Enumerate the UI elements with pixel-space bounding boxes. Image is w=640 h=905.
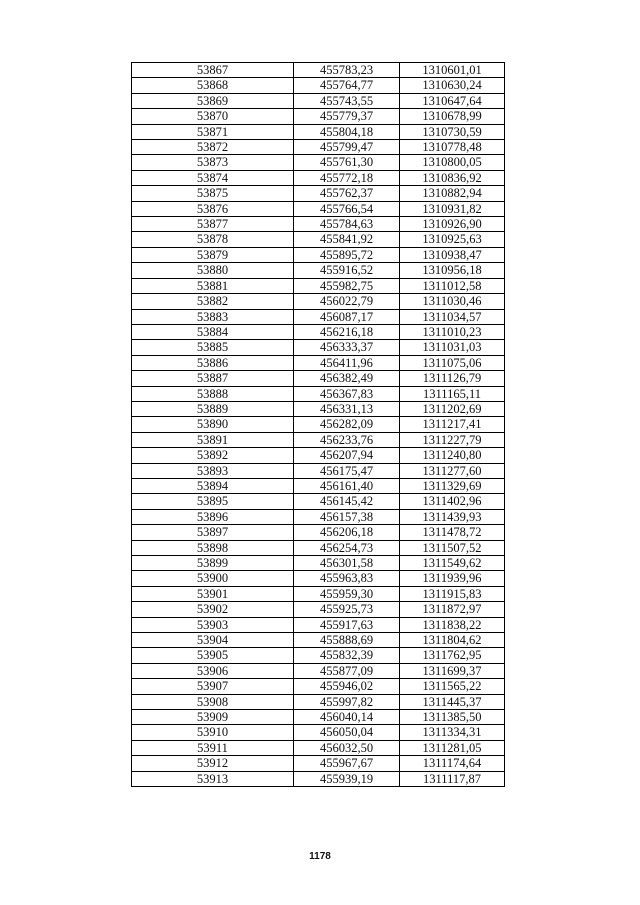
table-row [132,355,505,370]
table-row [132,586,505,601]
table-row [132,463,505,478]
x-coordinate-cell: 455779,37 [294,109,400,124]
point-number-cell: 53873 [132,155,294,170]
point-number-cell: 53892 [132,448,294,463]
table-row [132,371,505,386]
point-number-cell: 53880 [132,263,294,278]
x-coordinate-cell: 455832,39 [294,648,400,663]
table-row [132,478,505,493]
y-coordinate-cell: 1311174,64 [400,756,505,771]
table-row [132,340,505,355]
x-coordinate-cell: 455946,02 [294,679,400,694]
table-row [132,679,505,694]
point-number-cell: 53872 [132,140,294,155]
table-row [132,694,505,709]
y-coordinate-cell: 1311507,52 [400,540,505,555]
table-row [132,725,505,740]
x-coordinate-cell: 456145,42 [294,494,400,509]
y-coordinate-cell: 1310836,92 [400,170,505,185]
y-coordinate-cell: 1310882,94 [400,186,505,201]
y-coordinate-cell: 1311762,95 [400,648,505,663]
point-number-cell: 53904 [132,633,294,648]
y-coordinate-cell: 1311872,97 [400,602,505,617]
x-coordinate-cell: 455939,19 [294,771,400,786]
table-row [132,232,505,247]
y-coordinate-cell: 1310938,47 [400,247,505,262]
table-row [132,186,505,201]
x-coordinate-cell: 456207,94 [294,448,400,463]
table-row [132,140,505,155]
y-coordinate-cell: 1311075,06 [400,355,505,370]
point-number-cell: 53875 [132,186,294,201]
point-number-cell: 53901 [132,586,294,601]
x-coordinate-cell: 455959,30 [294,586,400,601]
point-number-cell: 53907 [132,679,294,694]
table-row [132,417,505,432]
table-row [132,710,505,725]
y-coordinate-cell: 1311838,22 [400,617,505,632]
point-number-cell: 53905 [132,648,294,663]
table-row [132,109,505,124]
point-number-cell: 53868 [132,78,294,93]
x-coordinate-cell: 456254,73 [294,540,400,555]
y-coordinate-cell: 1311030,46 [400,294,505,309]
table-row [132,448,505,463]
table-row [132,201,505,216]
y-coordinate-cell: 1310778,48 [400,140,505,155]
point-number-cell: 53902 [132,602,294,617]
table-row [132,93,505,108]
x-coordinate-cell: 455772,18 [294,170,400,185]
point-number-cell: 53910 [132,725,294,740]
x-coordinate-cell: 455764,77 [294,78,400,93]
x-coordinate-cell: 455784,63 [294,217,400,232]
y-coordinate-cell: 1310630,24 [400,78,505,93]
table-row [132,247,505,262]
y-coordinate-cell: 1310647,64 [400,93,505,108]
point-number-cell: 53886 [132,355,294,370]
x-coordinate-cell: 456331,13 [294,401,400,416]
y-coordinate-cell: 1310931,82 [400,201,505,216]
y-coordinate-cell: 1311439,93 [400,509,505,524]
table-row [132,740,505,755]
point-number-cell: 53878 [132,232,294,247]
x-coordinate-cell: 455783,23 [294,63,400,78]
table-row [132,124,505,139]
table-row [132,386,505,401]
y-coordinate-cell: 1311117,87 [400,771,505,786]
y-coordinate-cell: 1310926,90 [400,217,505,232]
table-row [132,771,505,786]
x-coordinate-cell: 455877,09 [294,663,400,678]
y-coordinate-cell: 1311034,57 [400,309,505,324]
point-number-cell: 53888 [132,386,294,401]
table-row [132,324,505,339]
x-coordinate-cell: 455799,47 [294,140,400,155]
table-row [132,263,505,278]
point-number-cell: 53897 [132,525,294,540]
point-number-cell: 53885 [132,340,294,355]
x-coordinate-cell: 455804,18 [294,124,400,139]
y-coordinate-cell: 1311478,72 [400,525,505,540]
point-number-cell: 53869 [132,93,294,108]
x-coordinate-cell: 456301,58 [294,556,400,571]
point-number-cell: 53871 [132,124,294,139]
x-coordinate-cell: 455967,67 [294,756,400,771]
x-coordinate-cell: 456087,17 [294,309,400,324]
point-number-cell: 53881 [132,278,294,293]
x-coordinate-cell: 456206,18 [294,525,400,540]
page-number: 1178 [309,851,331,862]
x-coordinate-cell: 456040,14 [294,710,400,725]
y-coordinate-cell: 1311126,79 [400,371,505,386]
x-coordinate-cell: 455925,73 [294,602,400,617]
y-coordinate-cell: 1311915,83 [400,586,505,601]
y-coordinate-cell: 1311012,58 [400,278,505,293]
table-row [132,170,505,185]
table-row [132,602,505,617]
y-coordinate-cell: 1311031,03 [400,340,505,355]
table-row [132,294,505,309]
point-number-cell: 53909 [132,710,294,725]
table-row [132,309,505,324]
coordinates-table [131,62,505,787]
y-coordinate-cell: 1311565,22 [400,679,505,694]
y-coordinate-cell: 1311699,37 [400,663,505,678]
x-coordinate-cell: 455916,52 [294,263,400,278]
point-number-cell: 53913 [132,771,294,786]
x-coordinate-cell: 456050,04 [294,725,400,740]
table-row [132,525,505,540]
y-coordinate-cell: 1311329,69 [400,478,505,493]
y-coordinate-cell: 1311402,96 [400,494,505,509]
table-row [132,556,505,571]
x-coordinate-cell: 456282,09 [294,417,400,432]
point-number-cell: 53882 [132,294,294,309]
y-coordinate-cell: 1311217,41 [400,417,505,432]
x-coordinate-cell: 456382,49 [294,371,400,386]
x-coordinate-cell: 456175,47 [294,463,400,478]
table-row [132,155,505,170]
point-number-cell: 53906 [132,663,294,678]
point-number-cell: 53876 [132,201,294,216]
point-number-cell: 53867 [132,63,294,78]
point-number-cell: 53890 [132,417,294,432]
x-coordinate-cell: 456367,83 [294,386,400,401]
table-row [132,509,505,524]
x-coordinate-cell: 456333,37 [294,340,400,355]
x-coordinate-cell: 456216,18 [294,324,400,339]
point-number-cell: 53894 [132,478,294,493]
point-number-cell: 53891 [132,432,294,447]
table-row [132,633,505,648]
table-row [132,571,505,586]
x-coordinate-cell: 455761,30 [294,155,400,170]
x-coordinate-cell: 455888,69 [294,633,400,648]
point-number-cell: 53908 [132,694,294,709]
table-row [132,663,505,678]
y-coordinate-cell: 1311939,96 [400,571,505,586]
y-coordinate-cell: 1311165,11 [400,386,505,401]
table-row [132,756,505,771]
y-coordinate-cell: 1310956,18 [400,263,505,278]
y-coordinate-cell: 1311334,31 [400,725,505,740]
point-number-cell: 53912 [132,756,294,771]
point-number-cell: 53895 [132,494,294,509]
point-number-cell: 53896 [132,509,294,524]
y-coordinate-cell: 1311385,50 [400,710,505,725]
y-coordinate-cell: 1310678,99 [400,109,505,124]
table-row [132,63,505,78]
y-coordinate-cell: 1311240,80 [400,448,505,463]
table-row [132,432,505,447]
point-number-cell: 53879 [132,247,294,262]
y-coordinate-cell: 1311277,60 [400,463,505,478]
y-coordinate-cell: 1310730,59 [400,124,505,139]
x-coordinate-cell: 455762,37 [294,186,400,201]
point-number-cell: 53903 [132,617,294,632]
y-coordinate-cell: 1310601,01 [400,63,505,78]
x-coordinate-cell: 456233,76 [294,432,400,447]
point-number-cell: 53911 [132,740,294,755]
y-coordinate-cell: 1310800,05 [400,155,505,170]
x-coordinate-cell: 455841,92 [294,232,400,247]
table-row [132,278,505,293]
x-coordinate-cell: 455895,72 [294,247,400,262]
coordinates-table-body [132,63,505,787]
x-coordinate-cell: 456032,50 [294,740,400,755]
point-number-cell: 53898 [132,540,294,555]
x-coordinate-cell: 456411,96 [294,355,400,370]
x-coordinate-cell: 455982,75 [294,278,400,293]
point-number-cell: 53889 [132,401,294,416]
table-row [132,78,505,93]
table-row [132,401,505,416]
y-coordinate-cell: 1311445,37 [400,694,505,709]
table-row [132,617,505,632]
point-number-cell: 53877 [132,217,294,232]
x-coordinate-cell: 456022,79 [294,294,400,309]
table-row [132,494,505,509]
y-coordinate-cell: 1311549,62 [400,556,505,571]
point-number-cell: 53883 [132,309,294,324]
y-coordinate-cell: 1311227,79 [400,432,505,447]
point-number-cell: 53893 [132,463,294,478]
x-coordinate-cell: 456161,40 [294,478,400,493]
y-coordinate-cell: 1311281,05 [400,740,505,755]
x-coordinate-cell: 455766,54 [294,201,400,216]
x-coordinate-cell: 455963,83 [294,571,400,586]
point-number-cell: 53884 [132,324,294,339]
y-coordinate-cell: 1311202,69 [400,401,505,416]
y-coordinate-cell: 1311804,62 [400,633,505,648]
point-number-cell: 53899 [132,556,294,571]
x-coordinate-cell: 456157,38 [294,509,400,524]
x-coordinate-cell: 455743,55 [294,93,400,108]
point-number-cell: 53874 [132,170,294,185]
point-number-cell: 53900 [132,571,294,586]
y-coordinate-cell: 1311010,23 [400,324,505,339]
x-coordinate-cell: 455917,63 [294,617,400,632]
table-row [132,648,505,663]
table-row [132,217,505,232]
point-number-cell: 53870 [132,109,294,124]
table-row [132,540,505,555]
y-coordinate-cell: 1310925,63 [400,232,505,247]
point-number-cell: 53887 [132,371,294,386]
x-coordinate-cell: 455997,82 [294,694,400,709]
